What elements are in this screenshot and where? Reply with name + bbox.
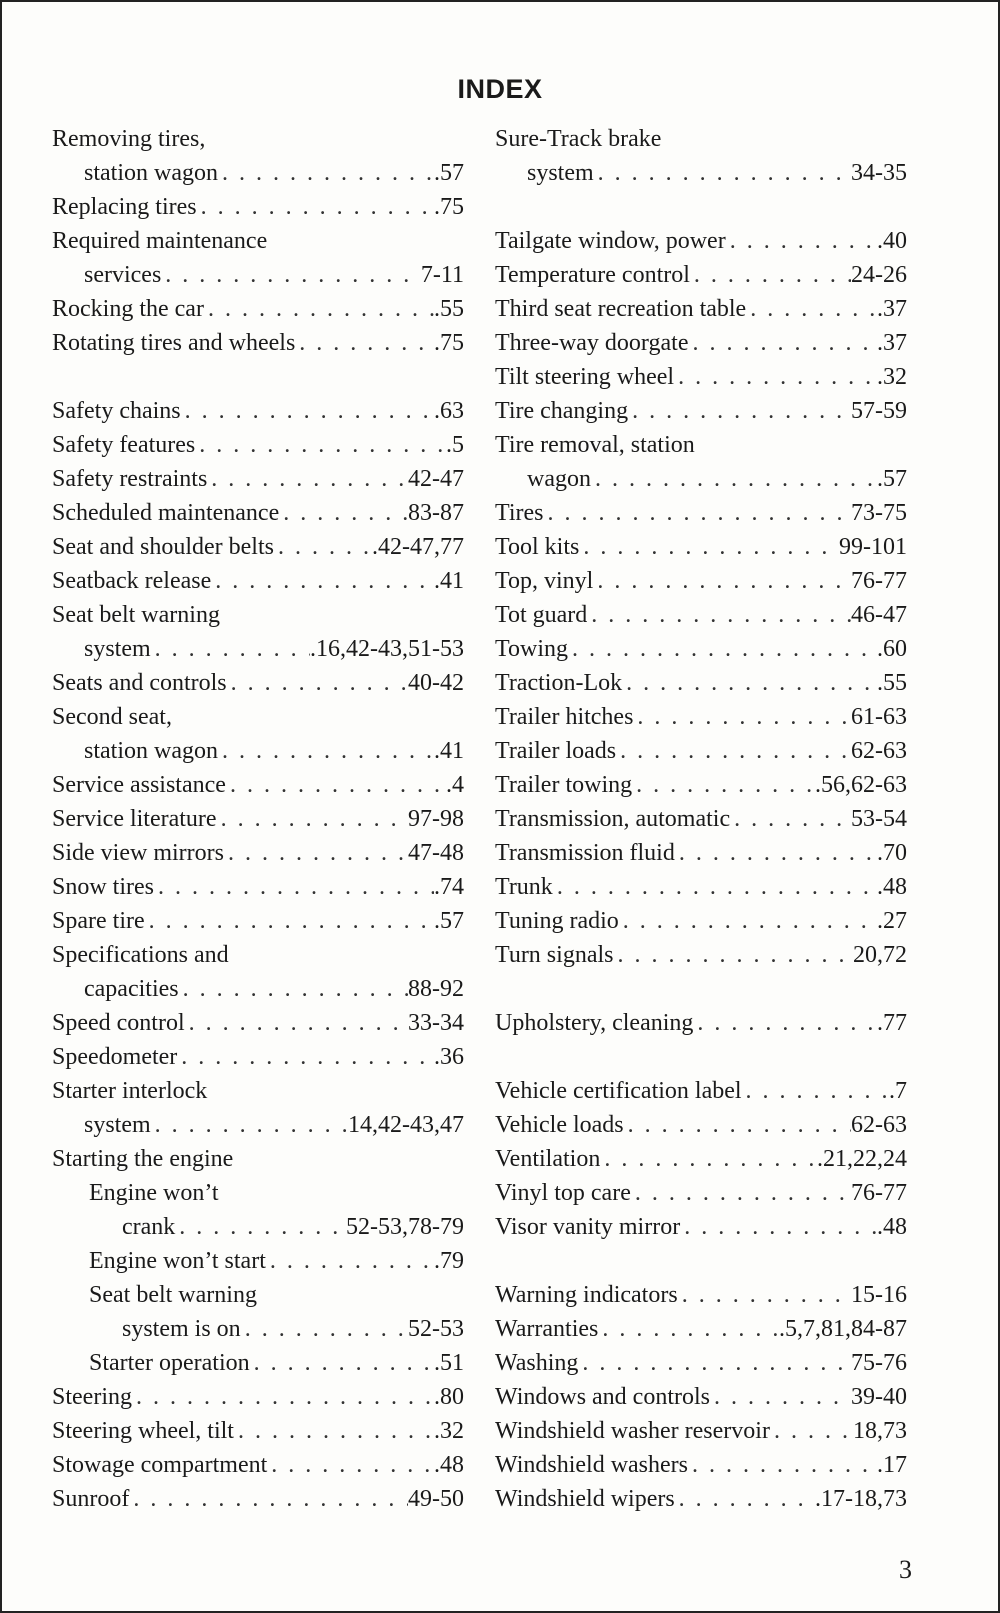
index-entry [495,394,907,428]
index-entry-page: .32 [877,364,907,390]
index-entry [495,326,907,360]
index-entry-label: crank [122,1214,176,1240]
index-entry-label: Side view mirrors [52,840,224,866]
index-entry-label: Washing [495,1350,579,1376]
index-entry-page: 42-47 [408,466,464,492]
index-entry-page: 83-87 [408,500,464,526]
index-entry-label: Safety chains [52,398,181,424]
index-entry-page: 75-76 [851,1350,907,1376]
index-entry-label: Tire removal, station [495,432,695,458]
index-entry-label: Seats and controls [52,670,227,696]
index-entry [52,1244,464,1278]
dot-leader [204,292,434,326]
index-entry [495,1074,907,1108]
index-entry-page: .80 [434,1384,464,1410]
index-entry [495,1278,907,1312]
index-entry [52,1108,464,1142]
index-entry-page: .32 [434,1418,464,1444]
index-entry-page: 39-40 [851,1384,907,1410]
index-entry-page: .5,7,81,84-87 [779,1316,907,1342]
index-entry-page: .57 [877,466,907,492]
index-entry-label: Speed control [52,1010,185,1036]
index-entry-label: Ventilation [495,1146,601,1172]
index-entry-page: 62-63 [851,1112,907,1138]
dot-leader [241,1312,408,1346]
index-entry-page: .5 [446,432,464,458]
index-entry-page: .56,62-63 [815,772,907,798]
dot-leader [632,768,815,802]
index-entry-page: .36 [434,1044,464,1070]
index-section-gap [495,972,907,1006]
dot-leader [628,394,851,428]
index-entry [52,1040,464,1074]
index-entry-label: Visor vanity mirror [495,1214,681,1240]
index-entry [495,870,907,904]
index-entry-page: .17 [877,1452,907,1478]
dot-leader [594,156,851,190]
dot-leader [675,1482,815,1516]
index-entry [52,190,464,224]
index-entry [495,1312,907,1346]
index-entry-label: Speedometer [52,1044,178,1070]
index-entry-label: Rocking the car [52,296,204,322]
index-entry-label: Spare tire [52,908,145,934]
index-entry-page: .57 [434,908,464,934]
index-entry-page: 97-98 [408,806,464,832]
index-entry-label: Vehicle loads [495,1112,624,1138]
index-entry [495,938,907,972]
index-entry [52,972,464,1006]
dot-leader [587,598,851,632]
index-entry [495,836,907,870]
dot-leader [266,1244,434,1278]
index-entry-page: .17-18,73 [815,1486,907,1512]
index-entry-label: Trailer loads [495,738,617,764]
dot-leader [161,258,421,292]
index-entry [495,1176,907,1210]
dot-leader [218,734,434,768]
index-entry-page: 61-63 [851,704,907,730]
index-entry-label: Towing [495,636,568,662]
dot-leader [185,1006,408,1040]
index-entry [52,1380,464,1414]
dot-leader [145,904,434,938]
dot-leader [234,1414,434,1448]
index-entry-label: Trailer towing [495,772,633,798]
dot-leader [710,1380,851,1414]
index-entry-label: Specifications and [52,942,229,968]
index-entry-label: Stowage compartment [52,1452,268,1478]
index-entry [495,1346,907,1380]
dot-leader [181,394,434,428]
index-entry [495,360,907,394]
index-entry-label: Vehicle certification label [495,1078,742,1104]
dot-leader [250,1346,434,1380]
index-entry-label: Starter interlock [52,1078,208,1104]
index-entry-label: Rotating tires and wheels [52,330,296,356]
index-entry [52,1142,464,1176]
dot-leader [680,1210,877,1244]
index-entry-label: system is on [122,1316,241,1342]
index-entry [52,836,464,870]
dot-leader [207,462,408,496]
index-entry [52,122,464,156]
dot-leader [226,768,446,802]
index-entry-page: .55 [434,296,464,322]
index-entry [495,904,907,938]
index-entry-label: Trailer hitches [495,704,634,730]
index-entry-page: 47-48 [408,840,464,866]
dot-leader [624,1108,851,1142]
index-entry-label: Tot guard [495,602,588,628]
index-entry-label: system [84,1112,151,1138]
index-entry [52,564,464,598]
dot-leader [688,326,877,360]
dot-leader [568,632,877,666]
index-entry-label: Three-way doorgate [495,330,689,356]
index-section-gap [495,1040,907,1074]
index-entry-page: 15-16 [851,1282,907,1308]
index-entry [495,1380,907,1414]
index-entry-page: .51 [434,1350,464,1376]
index-entry-label: Vinyl top care [495,1180,631,1206]
index-entry [52,1346,464,1380]
index-entry-page: .60 [877,636,907,662]
dot-leader [613,938,853,972]
dot-leader [217,802,408,836]
index-entry [495,292,907,326]
index-entry-page: .7 [889,1078,907,1104]
index-entry-page: 57-59 [851,398,907,424]
index-entry-page: .55 [877,670,907,696]
index-entry-page: 52-53,78-79 [346,1214,464,1240]
index-entry-label: Sure-Track brake [495,126,662,152]
index-entry-label: Windows and controls [495,1384,711,1410]
index-entry-label: system [84,636,151,662]
index-entry [495,462,907,496]
index-entry [495,598,907,632]
index-entry-page: 40-42 [408,670,464,696]
dot-leader [227,666,408,700]
index-entry-label: Upholstery, cleaning [495,1010,694,1036]
index-entry [52,870,464,904]
index-entry-page: .16,42-43,51-53 [310,636,464,662]
dot-leader [132,1380,434,1414]
index-entry-label: Temperature control [495,262,690,288]
dot-leader [177,1040,434,1074]
index-entry-label: Transmission fluid [495,840,675,866]
index-entry-label: Replacing tires [52,194,197,220]
dot-leader [553,870,877,904]
dot-leader [543,496,851,530]
index-entry [52,156,464,190]
index-entry-page: 52-53 [408,1316,464,1342]
index-entry-label: Steering wheel, tilt [52,1418,234,1444]
index-entry-page: 24-26 [851,262,907,288]
index-entry [52,666,464,700]
index-entry-label: Seat and shoulder belts [52,534,274,560]
dot-leader [746,292,877,326]
dot-leader [579,530,839,564]
index-entry-label: Safety restraints [52,466,208,492]
index-entry [52,326,464,360]
index-entry-label: Tires [495,500,544,526]
index-entry-page: .40 [877,228,907,254]
index-entry [495,1448,907,1482]
index-entry-page: .75 [434,194,464,220]
index-entry-label: Second seat, [52,704,172,730]
index-entry-page: 18,73 [853,1418,907,1444]
index-entry-label: Steering [52,1384,132,1410]
index-entry-label: system [527,160,594,186]
dot-leader [593,564,851,598]
index-entry-page: .70 [877,840,907,866]
index-entry [495,1142,907,1176]
index-entry-page: .27 [877,908,907,934]
index-entry [52,428,464,462]
index-entry-label: wagon [527,466,591,492]
index-entry-page: 53-54 [851,806,907,832]
index-entry-page: 88-92 [408,976,464,1002]
index-entry-page: .41 [434,738,464,764]
dot-leader [295,326,434,360]
index-entry-label: Seat belt warning [52,602,220,628]
page-number: 3 [899,1555,912,1584]
dot-leader [633,700,851,734]
index-entry [495,1414,907,1448]
index-entry-page: .21,22,24 [817,1146,907,1172]
index-section-gap [52,360,464,394]
index-entry-label: Third seat recreation table [495,296,747,322]
index-entry [52,530,464,564]
index-entry [52,292,464,326]
index-entry [52,1448,464,1482]
dot-leader [726,224,877,258]
index-entry-page: 73-75 [851,500,907,526]
index-entry [52,734,464,768]
index-entry-page: .63 [434,398,464,424]
index-entry-label: Seat belt warning [89,1282,257,1308]
dot-leader [591,462,877,496]
index-entry [495,802,907,836]
index-entry [52,768,464,802]
dot-leader [154,870,434,904]
index-entry [52,1482,464,1516]
index-entry [495,530,907,564]
index-entry [495,1006,907,1040]
index-entry [52,1312,464,1346]
index-entry [495,122,907,156]
index-entry-label: Windshield washers [495,1452,688,1478]
index-entry-page: .48 [877,1214,907,1240]
index-entry-label: Tool kits [495,534,580,560]
index-entry-page: .75 [434,330,464,356]
dot-leader [224,836,408,870]
index-entry [52,700,464,734]
index-entry-page: .48 [877,874,907,900]
index-entry [52,904,464,938]
index-section-gap [495,1244,907,1278]
index-entry-label: station wagon [84,738,218,764]
index-entry [495,666,907,700]
dot-leader [674,360,877,394]
index-entry [52,1414,464,1448]
dot-leader [129,1482,408,1516]
index-entry-label: Snow tires [52,874,154,900]
index-entry [52,462,464,496]
index-entry-label: Tilt steering wheel [495,364,675,390]
page-title: INDEX [457,74,543,104]
index-entry-label: Service assistance [52,772,226,798]
index-entry-page: 76-77 [851,568,907,594]
dot-leader [197,190,434,224]
index-entry [52,394,464,428]
index-entry-page: .74 [434,874,464,900]
index-entry-label: capacities [84,976,179,1002]
index-entry-page: .48 [434,1452,464,1478]
dot-leader [742,1074,889,1108]
index-entry-label: Service literature [52,806,217,832]
index-entry-page: .41 [434,568,464,594]
dot-leader [619,904,877,938]
index-entry [495,224,907,258]
index-column-right [495,122,907,1516]
dot-leader [179,972,408,1006]
index-entry-page: .57 [434,160,464,186]
index-entry-label: Trunk [495,874,553,900]
dot-leader [578,1346,851,1380]
dot-leader [211,564,434,598]
index-entry-page: 62-63 [851,738,907,764]
index-entry-label: Engine won’t [89,1180,219,1206]
index-entry-page: 7-11 [420,262,464,288]
index-entry [495,1108,907,1142]
index-entry-page: .77 [877,1010,907,1036]
index-entry [495,564,907,598]
dot-leader [267,1448,434,1482]
index-entry [495,700,907,734]
index-entry [52,1210,464,1244]
index-section-gap [495,190,907,224]
index-entry-label: Transmission, automatic [495,806,731,832]
index-entry-label: Windshield wipers [495,1486,675,1512]
index-entry-page: .42-47,77 [372,534,464,560]
index-entry [52,258,464,292]
index-entry [52,224,464,258]
index-entry-page: 33-34 [408,1010,464,1036]
index-entry-label: services [84,262,162,288]
index-entry [52,598,464,632]
dot-leader [690,258,851,292]
index-entry-page: .79 [434,1248,464,1274]
index-entry [495,258,907,292]
dot-leader [693,1006,877,1040]
dot-leader [675,836,877,870]
index-entry-label: Starter operation [89,1350,250,1376]
index-entry [495,1210,907,1244]
index-entry-page: .4 [446,772,464,798]
dot-leader [616,734,851,768]
index-entry-page: 34-35 [851,160,907,186]
index-entry [52,938,464,972]
index-entry-page: 99-101 [839,534,907,560]
index-entry-page: 20,72 [853,942,907,968]
dot-leader [279,496,408,530]
index-entry-label: Tailgate window, power [495,228,726,254]
index-entry [52,1176,464,1210]
index-entry-page: .37 [877,330,907,356]
index-entry [52,496,464,530]
dot-leader [274,530,372,564]
index-entry-label: Sunroof [52,1486,130,1512]
dot-leader [600,1142,817,1176]
index-entry-label: Scheduled maintenance [52,500,280,526]
index-entry [52,632,464,666]
dot-leader [598,1312,779,1346]
index-entry-label: Safety features [52,432,196,458]
index-entry-label: Top, vinyl [495,568,594,594]
dot-leader [631,1176,851,1210]
dot-leader [218,156,434,190]
index-entry-label: Engine won’t start [89,1248,266,1274]
dot-leader [678,1278,851,1312]
index-entry-label: Windshield washer reservoir [495,1418,770,1444]
index-entry [495,428,907,462]
dot-leader [730,802,851,836]
index-entry [52,1278,464,1312]
index-entry [495,632,907,666]
index-entry-label: Tire changing [495,398,629,424]
dot-leader [688,1448,877,1482]
index-entry-label: Tuning radio [495,908,619,934]
dot-leader [622,666,877,700]
index-entry-label: Turn signals [495,942,614,968]
index-entry-label: Traction-Lok [495,670,623,696]
index-entry-page: 46-47 [851,602,907,628]
index-entry-label: station wagon [84,160,218,186]
index-entry-label: Warranties [495,1316,599,1342]
index-entry [495,496,907,530]
index-entry-label: Seatback release [52,568,212,594]
index-entry [52,1074,464,1108]
index-entry-page: 49-50 [408,1486,464,1512]
index-entry [495,156,907,190]
index-entry-label: Warning indicators [495,1282,678,1308]
dot-leader [151,1108,348,1142]
dot-leader [195,428,446,462]
index-entry [495,734,907,768]
index-entry [52,802,464,836]
index-entry-label: Required maintenance [52,228,268,254]
dot-leader [151,632,310,666]
index-entry-page: .37 [877,296,907,322]
index-entry-label: Starting the engine [52,1146,234,1172]
dot-leader [175,1210,346,1244]
index-entry [52,1006,464,1040]
index-entry [495,1482,907,1516]
dot-leader [770,1414,853,1448]
index-column-left [52,122,464,1516]
index-entry [495,768,907,802]
index-entry-page: 14,42-43,47 [348,1112,464,1138]
index-entry-page: 76-77 [851,1180,907,1206]
index-entry-label: Removing tires, [52,126,206,152]
